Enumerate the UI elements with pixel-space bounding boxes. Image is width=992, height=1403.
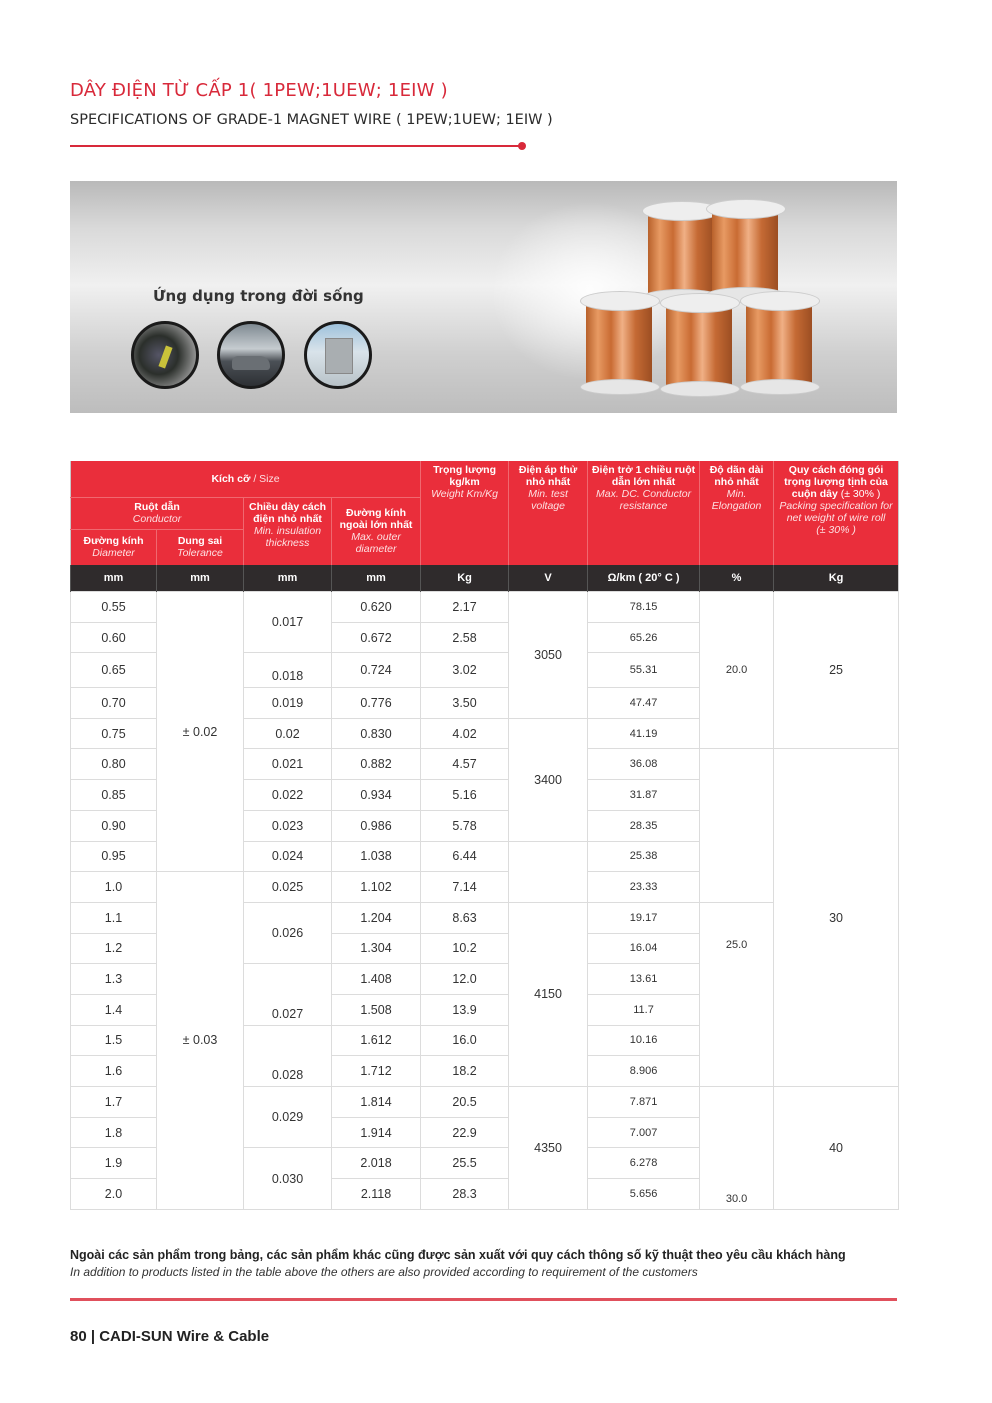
cell-tolerance: ± 0.03 [157, 872, 244, 1210]
cell-weight: 3.50 [421, 688, 509, 719]
cell-outer: 1.914 [332, 1117, 421, 1148]
cell-diameter: 1.9 [71, 1148, 157, 1179]
cell-weight: 16.0 [421, 1025, 509, 1056]
cell-outer: 0.986 [332, 810, 421, 841]
cell-resistance: 65.26 [588, 622, 700, 653]
cell-diameter: 1.6 [71, 1056, 157, 1087]
cell-elongation [700, 749, 774, 902]
cell-weight: 25.5 [421, 1148, 509, 1179]
cell-elongation: 20.0 [700, 592, 774, 749]
cell-weight: 20.5 [421, 1087, 509, 1118]
cell-diameter: 0.70 [71, 688, 157, 719]
unit-insulation: mm [244, 565, 332, 592]
cell-resistance: 19.17 [588, 902, 700, 933]
cell-resistance: 31.87 [588, 780, 700, 811]
cell-elongation: 30.0 [700, 1087, 774, 1210]
cell-diameter: 1.5 [71, 1025, 157, 1056]
cell-weight: 8.63 [421, 902, 509, 933]
cell-insulation: 0.029 [244, 1087, 332, 1148]
cell-resistance: 7.007 [588, 1117, 700, 1148]
unit-elongation: % [700, 565, 774, 592]
cell-outer: 2.018 [332, 1148, 421, 1179]
cell-diameter: 0.95 [71, 841, 157, 872]
cell-voltage [509, 841, 588, 902]
cell-outer: 0.882 [332, 749, 421, 780]
cell-outer: 1.612 [332, 1025, 421, 1056]
cell-outer: 1.204 [332, 902, 421, 933]
cell-diameter: 2.0 [71, 1179, 157, 1210]
cell-weight: 2.58 [421, 622, 509, 653]
cell-weight: 4.02 [421, 718, 509, 749]
cell-outer: 1.814 [332, 1087, 421, 1118]
cell-insulation: 0.019 [244, 688, 332, 719]
cell-diameter: 0.75 [71, 718, 157, 749]
cell-diameter: 1.3 [71, 964, 157, 995]
cell-outer: 0.830 [332, 718, 421, 749]
cell-diameter: 0.65 [71, 653, 157, 688]
cell-diameter: 0.90 [71, 810, 157, 841]
cell-packing: 40 [774, 1087, 899, 1210]
cell-insulation: 0.02 [244, 718, 332, 749]
unit-outer: mm [332, 565, 421, 592]
footer-divider [70, 1298, 897, 1301]
unit-diameter: mm [71, 565, 157, 592]
cell-resistance: 23.33 [588, 872, 700, 903]
header-diameter: Đường kính Diameter [71, 529, 157, 565]
cell-diameter: 1.4 [71, 994, 157, 1025]
cell-insulation: 0.023 [244, 810, 332, 841]
cell-diameter: 0.60 [71, 622, 157, 653]
cell-voltage: 3400 [509, 718, 588, 841]
cell-weight: 13.9 [421, 994, 509, 1025]
cell-weight: 18.2 [421, 1056, 509, 1087]
cell-insulation: 0.026 [244, 902, 332, 963]
cell-insulation: 0.025 [244, 872, 332, 903]
cell-outer: 0.724 [332, 653, 421, 688]
unit-weight: Kg [421, 565, 509, 592]
cell-weight: 12.0 [421, 964, 509, 995]
cell-resistance: 7.871 [588, 1087, 700, 1118]
header-insulation: Chiều dày cách điện nhỏ nhất Min. insulation thickness [244, 497, 332, 565]
cell-diameter: 1.1 [71, 902, 157, 933]
cell-resistance: 8.906 [588, 1056, 700, 1087]
cell-voltage: 3050 [509, 592, 588, 719]
cell-outer: 1.304 [332, 933, 421, 964]
cell-outer: 1.038 [332, 841, 421, 872]
cell-voltage: 4150 [509, 902, 588, 1086]
table-row [71, 592, 899, 623]
header-resistance: Điện trở 1 chiều ruột dẫn lớn nhất Max. DC. Conductor resistance [588, 461, 700, 565]
cell-insulation: 0.024 [244, 841, 332, 872]
page-title-vn: DÂY ĐIỆN TỪ CẤP 1( 1PEW;1UEW; 1EIW ) [70, 80, 448, 101]
cell-resistance: 25.38 [588, 841, 700, 872]
cell-resistance: 28.35 [588, 810, 700, 841]
cell-resistance: 16.04 [588, 933, 700, 964]
cell-diameter: 0.85 [71, 780, 157, 811]
cell-outer: 2.118 [332, 1179, 421, 1210]
cell-weight: 5.78 [421, 810, 509, 841]
header-tolerance: Dung sai Tolerance [157, 529, 244, 565]
cell-outer: 0.776 [332, 688, 421, 719]
cell-elongation: 25.0 [700, 902, 774, 1086]
cell-outer: 0.934 [332, 780, 421, 811]
cell-insulation: 0.028 [244, 1025, 332, 1086]
cell-resistance: 55.31 [588, 653, 700, 688]
cell-resistance: 78.15 [588, 592, 700, 623]
header-packing: Quy cách đóng gói trọng lượng tịnh của cuộn dây (± 30% ) Packing specification for net weight of wire roll (± 30% ) [774, 461, 899, 565]
applications-label: Ứng dụng trong đời sống [153, 287, 364, 305]
cell-diameter: 1.2 [71, 933, 157, 964]
cell-diameter: 1.8 [71, 1117, 157, 1148]
cell-resistance: 11.7 [588, 994, 700, 1025]
application-image-motor [131, 321, 199, 389]
unit-voltage: V [509, 565, 588, 592]
cell-resistance: 36.08 [588, 749, 700, 780]
header-weight: Trọng lượng kg/km Weight Km/Kg [421, 461, 509, 565]
cell-outer: 0.620 [332, 592, 421, 623]
cell-tolerance: ± 0.02 [157, 592, 244, 872]
cell-packing: 25 [774, 592, 899, 749]
unit-resistance: Ω/km ( 20° C ) [588, 565, 700, 592]
cell-resistance: 6.278 [588, 1148, 700, 1179]
note-vietnamese: Ngoài các sản phẩm trong bảng, các sản phẩm khác cũng được sản xuất với quy cách thông số kỹ thuật theo yêu cầu khách hàng [70, 1248, 846, 1262]
title-divider-dot [518, 142, 526, 150]
product-banner [70, 181, 897, 413]
header-conductor: Ruột dẫn Conductor [71, 497, 244, 529]
cell-voltage: 4350 [509, 1087, 588, 1210]
cell-insulation: 0.022 [244, 780, 332, 811]
header-size: Kích cỡ / Size [71, 461, 421, 497]
header-outer-diameter: Đường kính ngoài lớn nhất Max. outer diameter [332, 497, 421, 565]
note-english: In addition to products listed in the table above the others are also provided according to requirement of the customers [70, 1265, 698, 1279]
cell-weight: 4.57 [421, 749, 509, 780]
cell-outer: 0.672 [332, 622, 421, 653]
title-divider [70, 145, 522, 147]
cell-weight: 28.3 [421, 1179, 509, 1210]
cell-insulation: 0.018 [244, 653, 332, 688]
cell-weight: 6.44 [421, 841, 509, 872]
cell-diameter: 1.0 [71, 872, 157, 903]
cell-weight: 10.2 [421, 933, 509, 964]
application-image-transformer [304, 321, 372, 389]
cell-packing: 30 [774, 749, 899, 1087]
cell-outer: 1.712 [332, 1056, 421, 1087]
cell-diameter: 1.7 [71, 1087, 157, 1118]
page-footer: 80 | CADI-SUN Wire & Cable [70, 1328, 270, 1345]
cell-outer: 1.408 [332, 964, 421, 995]
units-row [71, 565, 899, 592]
cell-insulation: 0.017 [244, 592, 332, 653]
cell-insulation: 0.030 [244, 1148, 332, 1209]
cell-weight: 3.02 [421, 653, 509, 688]
cell-resistance: 10.16 [588, 1025, 700, 1056]
header-elongation: Độ dãn dài nhỏ nhất Min. Elongation [700, 461, 774, 565]
unit-packing: Kg [774, 565, 899, 592]
unit-tolerance: mm [157, 565, 244, 592]
cell-resistance: 5.656 [588, 1179, 700, 1210]
cell-weight: 7.14 [421, 872, 509, 903]
cell-outer: 1.102 [332, 872, 421, 903]
cell-weight: 22.9 [421, 1117, 509, 1148]
cell-weight: 5.16 [421, 780, 509, 811]
cell-resistance: 41.19 [588, 718, 700, 749]
application-image-car [217, 321, 285, 389]
page-title-en: SPECIFICATIONS OF GRADE-1 MAGNET WIRE ( 1PEW;1UEW; 1EIW ) [70, 112, 553, 128]
cell-resistance: 13.61 [588, 964, 700, 995]
cell-diameter: 0.55 [71, 592, 157, 623]
cell-insulation: 0.027 [244, 964, 332, 1025]
spec-table [70, 461, 899, 1210]
cell-resistance: 47.47 [588, 688, 700, 719]
cell-outer: 1.508 [332, 994, 421, 1025]
cell-insulation: 0.021 [244, 749, 332, 780]
cell-diameter: 0.80 [71, 749, 157, 780]
cell-weight: 2.17 [421, 592, 509, 623]
header-voltage: Điện áp thử nhỏ nhất Min. test voltage [509, 461, 588, 565]
